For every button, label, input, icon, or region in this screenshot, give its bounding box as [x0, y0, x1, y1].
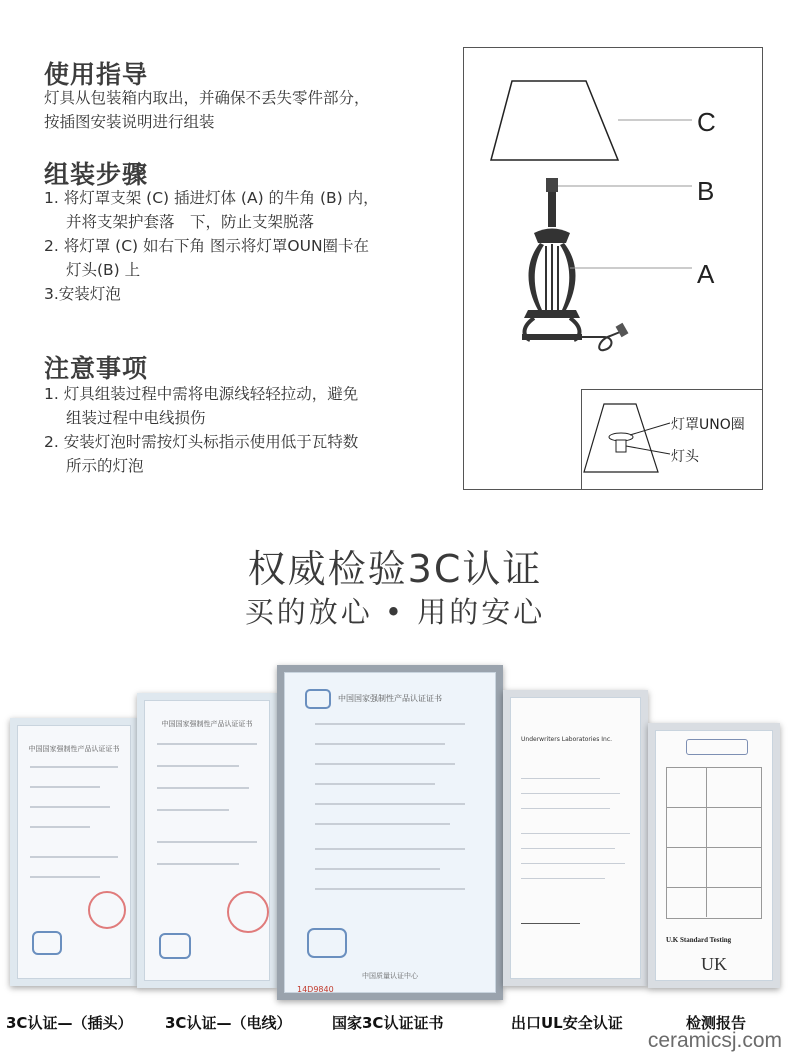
lamp-body-a [534, 229, 570, 244]
headline-main: 权威检验3C认证 [247, 547, 543, 591]
label-b: B [697, 176, 715, 206]
caption-wire: 3C认证—（电线） [165, 1014, 292, 1032]
ccc-logo [32, 931, 62, 955]
report-table [666, 767, 762, 919]
certificate-wire [137, 693, 277, 988]
certificate-plug [10, 718, 138, 986]
notes-item-1: 1. 灯具组装过程中需将电源线轻轻拉动，避免 [44, 385, 359, 403]
cert3-number: 14D9840 [297, 985, 334, 994]
caption-national: 国家3C认证证书 [332, 1014, 444, 1032]
cert5-logo: UK [701, 954, 727, 974]
notes-title: 注意事项 [44, 354, 149, 383]
cert4-title: Underwriters Laboratories Inc. [521, 736, 613, 743]
cert3-title: 中国国家强制性产品认证证书 [338, 694, 442, 703]
red-stamp [88, 891, 126, 929]
cert5-title: U.K Standard Testing [666, 936, 732, 944]
headline-sub: 买的放心 • 用的安心 [244, 595, 546, 629]
shade-ring-inset [581, 389, 763, 490]
inset-label-ring: 灯罩UNO圈 [671, 417, 745, 433]
usage-line-2: 按插图安装说明进行组装 [44, 113, 215, 131]
notes-list [44, 382, 358, 478]
inset-label-socket: 灯头 [671, 449, 699, 465]
assembly-steps [44, 186, 379, 306]
usage-title: 使用指导 [44, 60, 149, 89]
assembly-title: 组装步骤 [44, 160, 149, 189]
usage-text [44, 86, 370, 134]
label-a: A [697, 259, 715, 289]
assembly-step-2-cont: 灯头(B) 上 [66, 261, 141, 279]
certificate-national-3c [277, 665, 503, 1000]
ccc-logo [307, 928, 347, 958]
notes-item-1-cont: 组装过程中电线损伤 [66, 409, 206, 427]
notes-item-2: 2. 安装灯泡时需按灯头标指示使用低于瓦特数 [44, 433, 359, 451]
red-stamp [227, 891, 269, 933]
notes-item-2-cont: 所示的灯泡 [66, 457, 144, 475]
report-logo [686, 739, 748, 755]
assembly-step-2: 2. 将灯罩 (C) 如右下角 图示将灯罩OUN圈卡在 [44, 237, 370, 255]
usage-line-1: 灯具从包装箱内取出，并确保不丢失零件部分， [44, 89, 370, 107]
certificate-test-report [648, 723, 780, 988]
watermark: ceramicsj.com [647, 1029, 782, 1052]
cert3-org: 中国质量认证中心 [362, 972, 418, 980]
certificate-ul [503, 690, 648, 986]
caption-ul: 出口UL安全认证 [511, 1014, 623, 1032]
lamp-shade-c [491, 81, 618, 160]
ccc-logo [159, 933, 191, 959]
caption-report: 检测报告 [686, 1014, 747, 1032]
assembly-step-1: 1. 将灯罩支架 (C) 插进灯体 (A) 的牛角 (B) 内， [44, 189, 379, 207]
cert1-title: 中国国家强制性产品认证证书 [28, 745, 120, 753]
assembly-step-3: 3.安装灯泡 [44, 285, 121, 303]
cert2-title: 中国国家强制性产品认证证书 [161, 720, 253, 728]
assembly-step-1-cont: 并将支架护套落 下，防止支架脱落 [66, 213, 315, 231]
label-c: C [697, 107, 716, 137]
caption-plug: 3C认证—（插头） [6, 1014, 133, 1032]
lamp-harp-b [546, 178, 558, 192]
